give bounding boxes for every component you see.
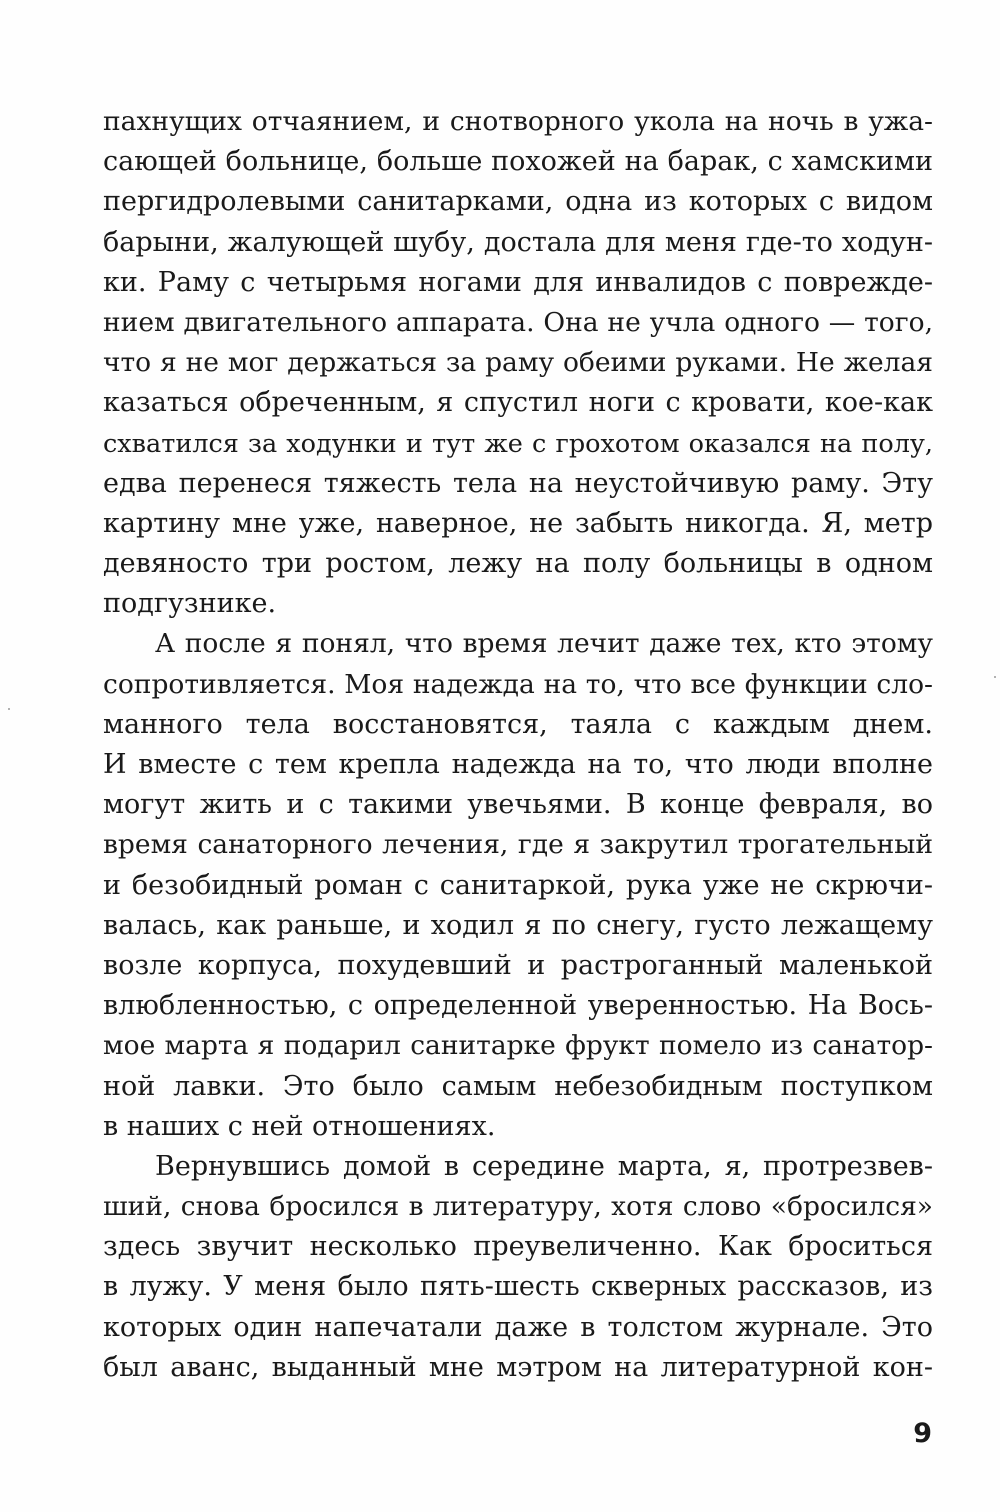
- text-line: ки. Раму с четырьмя ногами для инвалидов с поврежде-: [103, 266, 933, 298]
- text-line: подгузнике.: [103, 588, 277, 620]
- text-line: девяносто три ростом, лежу на полу больницы в одном: [103, 548, 933, 580]
- text-line: и безобидный роман с санитаркой, рука уже не скрючи-: [103, 869, 933, 901]
- text-line: нием двигательного аппарата. Она не учла одного — того,: [103, 306, 933, 338]
- text-line: в наших с ней отношениях.: [103, 1110, 496, 1142]
- text-line: барыни, жалующей шубу, достала для меня где-то ходун-: [103, 226, 933, 258]
- text-line: могут жить и с такими увечьями. В конце февраля, во: [103, 789, 933, 821]
- page-number: 9: [913, 1418, 932, 1449]
- text-line: пахнущих отчаянием, и снотворного укола на ночь в ужа-: [103, 106, 933, 137]
- text-line: был аванс, выданный мне мэтром на литературной кон-: [103, 1351, 933, 1383]
- text-line: картину мне уже, наверное, не забыть никогда. Я, метр: [103, 507, 933, 539]
- text-line: время санаторного лечения, где я закрутил трогательный: [103, 829, 933, 861]
- scan-speck: [994, 676, 996, 678]
- text-line: пергидролевыми санитарками, одна из которых с видом: [103, 186, 933, 218]
- text-line: влюбленностью, с определенной уверенностью. На Вось-: [103, 990, 933, 1022]
- text-line: схватился за ходунки и тут же с грохотом оказался на полу,: [103, 428, 933, 459]
- text-line: в лужу. У меня было пять-шесть скверных рассказов, из: [103, 1271, 933, 1303]
- text-line: Вернувшись домой в середине марта, я, протрезвев-: [155, 1150, 933, 1182]
- text-line: манного тела восстановятся, таяла с каждым днем.: [103, 708, 933, 740]
- text-line: что я не мог держаться за раму обеими руками. Не желая: [103, 347, 933, 379]
- text-line: валась, как раньше, и ходил я по снегу, густо лежащему: [103, 909, 933, 941]
- text-line: И вместе с тем крепла надежда на то, что люди вполне: [103, 749, 933, 780]
- scan-speck: [8, 708, 10, 710]
- paragraph: [103, 624, 933, 1146]
- text-line: А после я понял, что время лечит даже тех, кто этому: [155, 628, 933, 660]
- paragraph: [103, 102, 933, 624]
- text-line: мое марта я подарил санитарке фрукт помело из санатор-: [103, 1030, 933, 1062]
- text-line: сопротивляется. Моя надежда на то, что все функции сло-: [103, 668, 933, 700]
- text-line: едва перенеся тяжесть тела на неустойчивую раму. Эту: [103, 467, 933, 499]
- text-line: ший, снова бросился в литературу, хотя слово «бросился»: [103, 1191, 933, 1223]
- body-text: [103, 102, 933, 1388]
- text-line: возле корпуса, похудевший и растроганный маленькой: [103, 949, 933, 981]
- text-line: казаться обреченным, я спустил ноги с кровати, кое-как: [103, 387, 933, 419]
- text-line: которых один напечатали даже в толстом журнале. Это: [103, 1311, 933, 1343]
- text-line: ной лавки. Это было самым небезобидным поступком: [103, 1070, 933, 1102]
- paragraph: [103, 1147, 933, 1388]
- text-line: здесь звучит несколько преувеличенно. Как броситься: [103, 1231, 933, 1263]
- text-line: сающей больнице, больше похожей на барак, с хамскими: [103, 146, 933, 178]
